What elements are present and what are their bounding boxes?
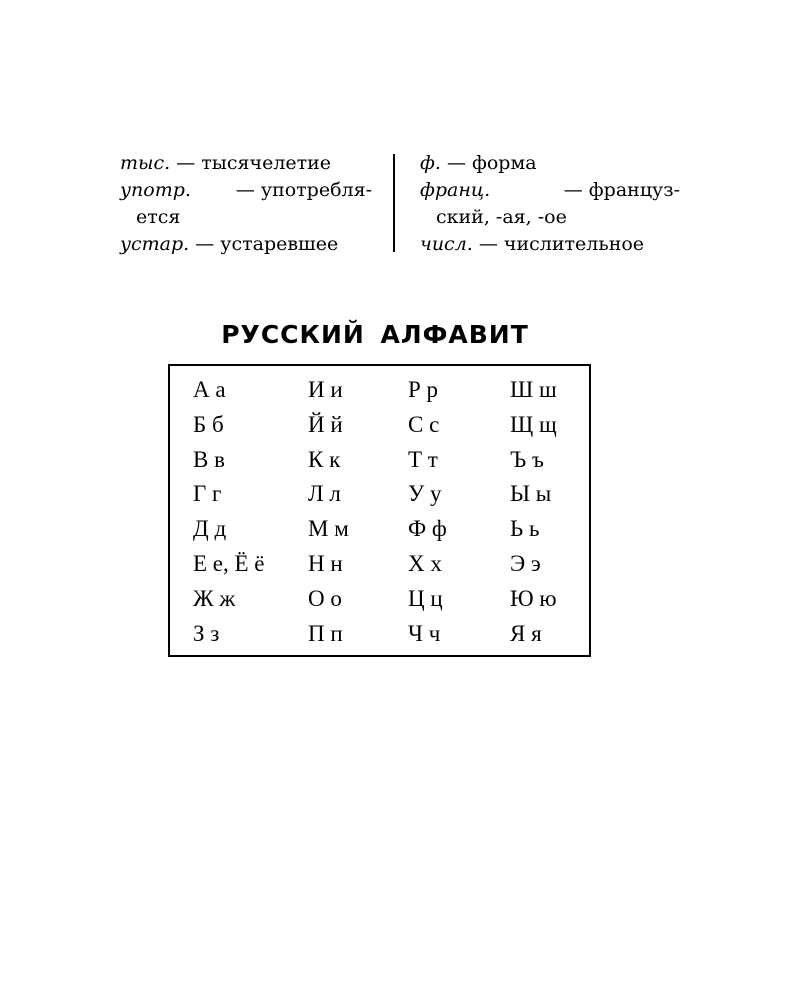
- alphabet-letter-pair: Э э: [510, 551, 541, 576]
- alphabet-letter-pair: К к: [308, 446, 341, 472]
- alphabet-letter-pair: Ц ц: [408, 585, 443, 611]
- alphabet-title: РУССКИЙ АЛФАВИТ: [221, 320, 529, 349]
- abbreviation-definition: — тысячелетие: [170, 152, 332, 174]
- abbreviation-entry: [120, 150, 372, 177]
- alphabet-letter-pair: Г г: [193, 481, 222, 507]
- abbreviation-column-left: [120, 150, 372, 258]
- alphabet-letter-pair: С с: [408, 411, 440, 437]
- alphabet-letter-pair: Ф ф: [408, 516, 447, 542]
- alphabet-table: [168, 364, 591, 657]
- abbreviation-term: употр.: [120, 179, 191, 201]
- abbreviation-term: устар.: [120, 233, 190, 255]
- abbreviation-term: ф.: [420, 152, 441, 174]
- column-divider: [393, 154, 395, 252]
- alphabet-letter-pair: П п: [308, 620, 343, 646]
- abbreviation-definition: — устаревшее: [189, 233, 339, 255]
- alphabet-letter-pair: Ь ь: [510, 516, 540, 542]
- alphabet-letter-pair: Р р: [408, 377, 439, 402]
- alphabet-letter-pair: М м: [308, 516, 349, 542]
- alphabet-letter-pair: О о: [308, 585, 342, 611]
- abbreviation-definition: — француз-: [563, 179, 680, 201]
- alphabet-letter-pair: Х х: [408, 551, 442, 576]
- abbreviation-definition-continuation: ский, -ая, -ое: [436, 206, 567, 228]
- alphabet-letter-pair: Ч ч: [408, 620, 441, 646]
- abbreviation-term: франц.: [420, 179, 491, 201]
- alphabet-letter-pair: Д д: [193, 516, 227, 542]
- abbreviation-definition-continuation: ется: [136, 206, 181, 228]
- alphabet-letter-pair: У у: [408, 481, 442, 507]
- alphabet-letter-pair: Я я: [510, 620, 542, 646]
- alphabet-letter-pair: Ъ ъ: [510, 446, 544, 472]
- alphabet-letter-pair: Н н: [308, 551, 343, 576]
- abbreviation-entry: [420, 231, 680, 258]
- abbreviation-term: тыс.: [120, 152, 171, 174]
- abbreviation-term: числ.: [420, 233, 473, 255]
- abbreviation-entry: [120, 177, 372, 204]
- alphabet-letter-pair: А а: [193, 377, 226, 402]
- abbreviation-entry: [120, 231, 372, 258]
- alphabet-letter-pair: Ю ю: [510, 585, 557, 611]
- alphabet-letter-pair: Щ щ: [510, 411, 557, 437]
- alphabet-letter-pair: Б б: [193, 411, 224, 437]
- abbreviation-definition: — форма: [440, 152, 537, 174]
- alphabet-letter-pair: Е е, Ё ё: [193, 551, 265, 576]
- alphabet-letter-pair: З з: [193, 620, 220, 646]
- alphabet-letter-pair: Й й: [308, 411, 343, 437]
- alphabet-letter-pair: И и: [308, 377, 343, 402]
- abbreviation-column-right: [420, 150, 680, 258]
- abbreviation-entry: [420, 150, 680, 177]
- alphabet-letter-pair: Ш ш: [510, 377, 557, 402]
- alphabet-letter-pair: Ж ж: [193, 585, 236, 611]
- abbreviation-definition: — числительное: [472, 233, 645, 255]
- abbreviation-definition: — употребля-: [235, 179, 372, 201]
- abbreviation-entry: [420, 177, 680, 204]
- alphabet-letter-pair: Т т: [408, 446, 438, 472]
- abbreviation-list: [120, 150, 680, 260]
- alphabet-letter-pair: Л л: [308, 481, 341, 507]
- alphabet-letter-pair: В в: [193, 446, 225, 472]
- alphabet-letter-pair: Ы ы: [510, 481, 552, 507]
